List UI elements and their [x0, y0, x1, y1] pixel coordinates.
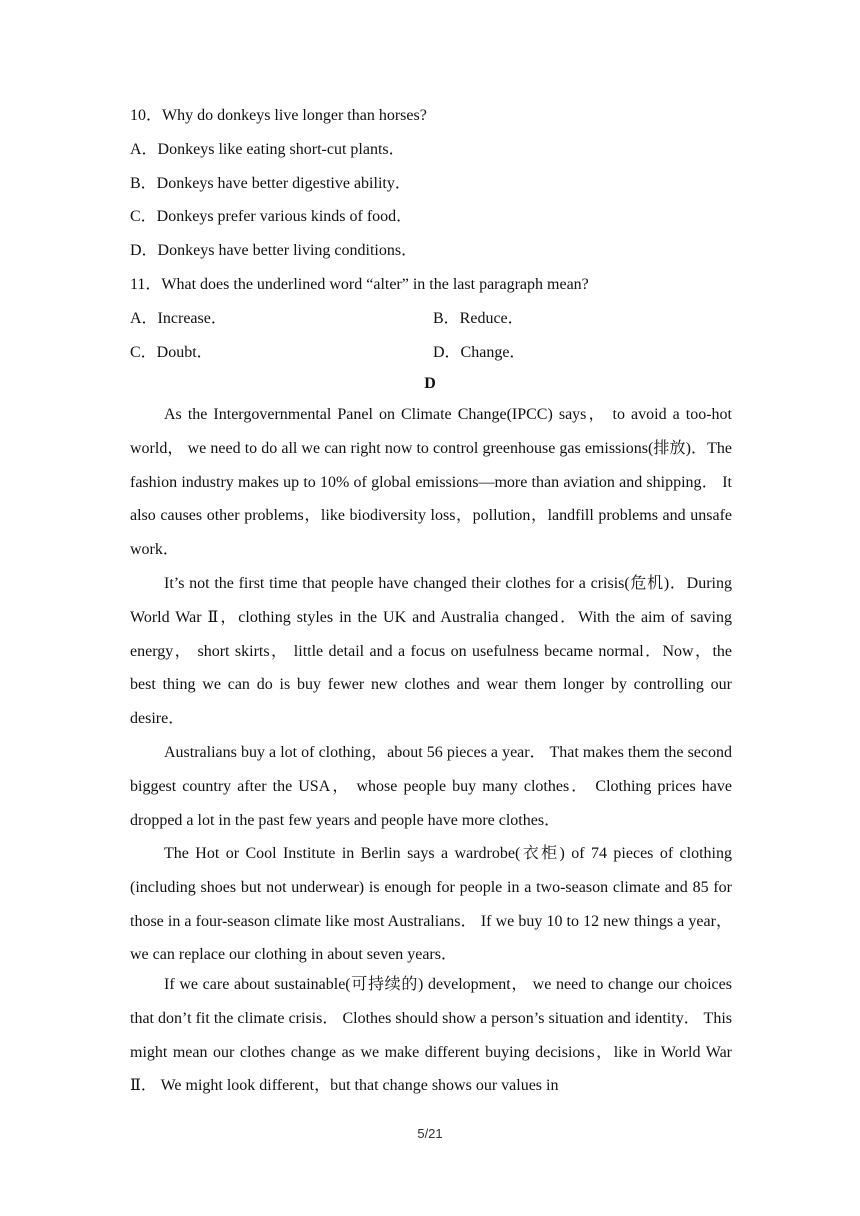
paragraph-3: Australians buy a lot of clothing，about 56 pieces a year． That makes them the second biggest country after the USA， whose people buy many clothes． Clothing prices have dropped a lot in the past few years and people have more clothes． — [130, 744, 732, 829]
question-10-option-b: B．Donkeys have better digestive ability． — [130, 175, 411, 192]
paragraph-4: The Hot or Cool Institute in Berlin says a wardrobe(衣柜) of 74 pieces of clothing (including shoes but not underwear) is enough for people in a two-season climate and 85 for those in a four-season climate like most Australians． If we buy 10 to 12 new things a year，we can replace our clothing in about seven years． — [130, 845, 732, 964]
question-11-option-c: C．Doubt． — [130, 344, 213, 361]
paragraph-5: If we care about sustainable(可持续的) development， we need to change our choices that don’t fit the climate crisis． Clothes should show a person’s situation and identity． This might mean our clothes change as we make different buying decisions，like in World War Ⅱ． We might look different，but that change shows our values in — [130, 976, 733, 1095]
question-10-option-d: D．Donkeys have better living conditions． — [130, 242, 418, 259]
question-10-stem: 10．Why do donkeys live longer than horses? — [130, 107, 427, 124]
question-10-option-a: A．Donkeys like eating short-cut plants． — [130, 141, 405, 158]
paragraph-2: It’s not the first time that people have changed their clothes for a crisis(危机)．During World War Ⅱ，clothing styles in the UK and Australia changed．With the aim of saving energy， short skirts， little detail and a focus on usefulness became normal．Now，the best thing we can do is buy fewer new clothes and wear them longer by controlling our desire． — [130, 575, 732, 727]
question-11-option-b: B．Reduce． — [433, 310, 524, 327]
question-11-stem: 11．What does the underlined word “alter” in the last paragraph mean? — [130, 276, 589, 293]
section-title: D — [424, 375, 436, 392]
question-10-option-c: C．Donkeys prefer various kinds of food． — [130, 208, 413, 225]
question-11-option-a: A．Increase． — [130, 310, 227, 327]
page-number: 5/21 — [417, 1126, 443, 1141]
question-11-option-d: D．Change． — [433, 344, 526, 361]
paragraph-1: As the Intergovernmental Panel on Climate Change(IPCC) says， to avoid a too-hot world， we need to do all we can right now to control greenhouse gas emissions(排放)．The fashion industry makes up to 10% of global emissions—more than aviation and shipping． It also causes other problems，like biodiversity loss，pollution，landfill problems and unsafe work． — [130, 406, 732, 558]
